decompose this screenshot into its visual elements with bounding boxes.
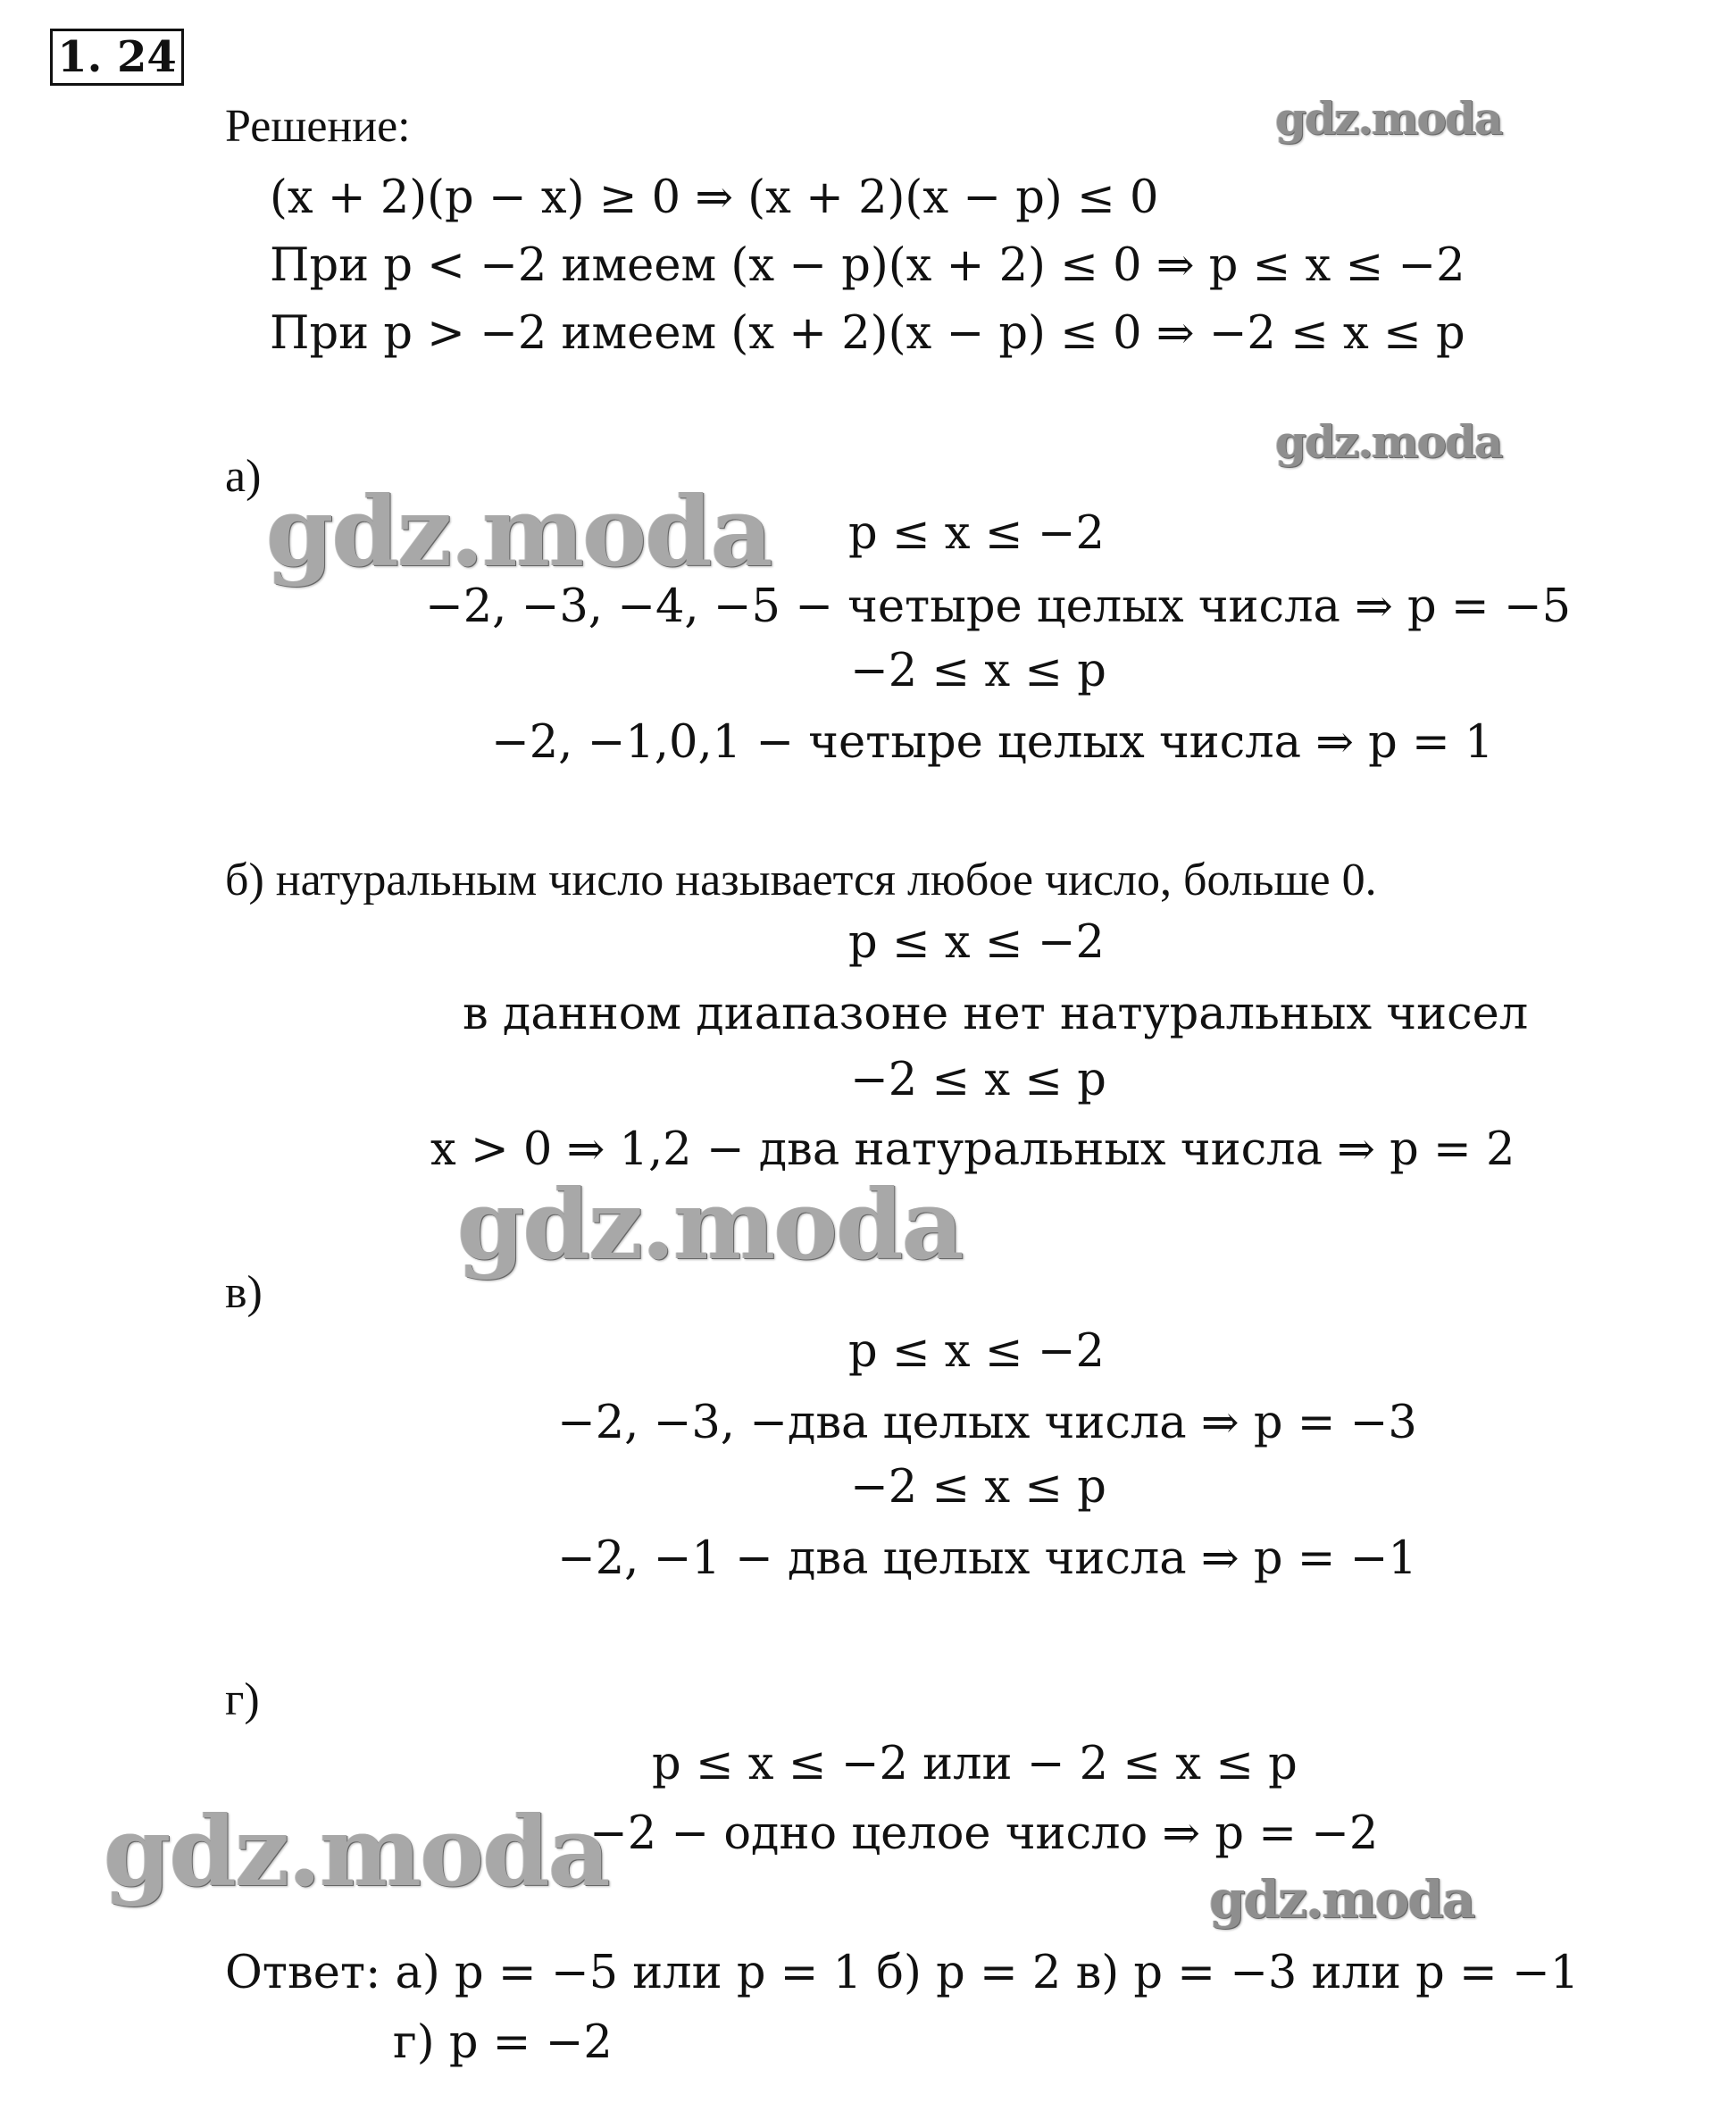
part-v-line-4: −2, −1 − два целых числа ⇒ p = −1 (557, 1532, 1417, 1585)
part-a-line-2: −2, −3, −4, −5 − четыре целых числа ⇒ p = −5 (425, 580, 1572, 633)
part-v-line-3: −2 ≤ x ≤ p (850, 1461, 1106, 1514)
part-b-line-2: в данном диапазоне нет натуральных чисел (463, 988, 1529, 1040)
watermark-large-g: gdz.moda (104, 1796, 609, 1908)
watermark-bottom-right: gdz.moda (1209, 1869, 1474, 1930)
part-a-line-3: −2 ≤ x ≤ p (850, 645, 1106, 697)
watermark-large-a: gdz.moda (266, 476, 772, 588)
intro-line-2: При p < −2 имеем (x − p)(x + 2) ≤ 0 ⇒ p ≤ x ≤ −2 (270, 239, 1465, 292)
answer-line-1: Ответ: а) p = −5 или p = 1 б) p = 2 в) p = −3 или p = −1 (225, 1947, 1580, 1999)
part-b-line-3: −2 ≤ x ≤ p (850, 1054, 1106, 1106)
part-g-label: г) (225, 1674, 260, 1725)
part-b-intro: б) натуральным число называется любое число, больше 0. (225, 855, 1377, 905)
part-v-line-1: p ≤ x ≤ −2 (848, 1325, 1105, 1378)
part-g-line-1: p ≤ x ≤ −2 или − 2 ≤ x ≤ p (652, 1738, 1298, 1790)
problem-number: 1. 24 (50, 29, 184, 86)
intro-line-1: (x + 2)(p − x) ≥ 0 ⇒ (x + 2)(x − p) ≤ 0 (270, 171, 1159, 224)
watermark-top-right: gdz.moda (1275, 92, 1502, 145)
part-a-line-4: −2, −1,0,1 − четыре целых числа ⇒ p = 1 (491, 716, 1494, 769)
part-v-line-2: −2, −3, −два целых числа ⇒ p = −3 (557, 1397, 1417, 1449)
part-b-line-1: p ≤ x ≤ −2 (848, 916, 1105, 969)
part-a-line-1: p ≤ x ≤ −2 (848, 507, 1105, 560)
intro-line-3: При p > −2 имеем (x + 2)(x − p) ≤ 0 ⇒ −2 ≤ x ≤ p (270, 307, 1465, 360)
solution-heading: Решение: (225, 101, 411, 152)
answer-line-2: г) p = −2 (393, 2016, 613, 2069)
part-g-line-2: −2 − одно целое число ⇒ p = −2 (589, 1807, 1379, 1860)
part-v-label: в) (225, 1267, 263, 1318)
watermark-large-b: gdz.moda (457, 1169, 963, 1281)
part-a-label: а) (225, 451, 262, 502)
watermark-right-a: gdz.moda (1275, 415, 1502, 468)
part-b-line-4: x > 0 ⇒ 1,2 − два натуральных числа ⇒ p = 2 (430, 1123, 1515, 1176)
